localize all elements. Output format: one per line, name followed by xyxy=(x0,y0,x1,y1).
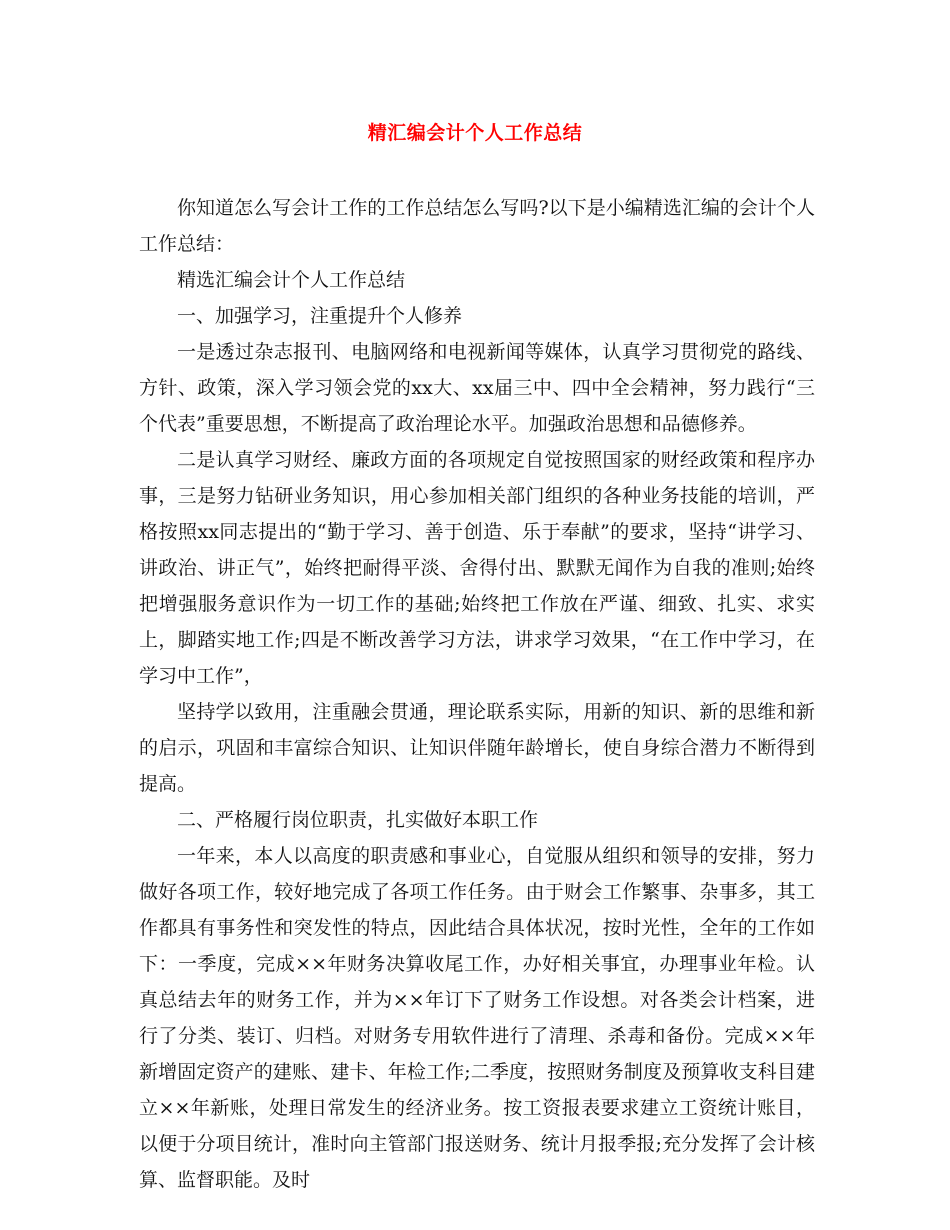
document-body xyxy=(139,190,815,1198)
body-paragraph: 坚持学以致用，注重融会贯通，理论联系实际，用新的知识、新的思维和新的启示，巩固和丰富综合知识、让知识伴随年龄增长，使自身综合潜力不断得到提高。 xyxy=(139,701,815,795)
section-heading-2: 二、严格履行岗位职责，扎实做好本职工作 xyxy=(177,809,539,831)
document-title: 精汇编会计个人工作总结 xyxy=(367,122,583,144)
body-paragraph: 一是透过杂志报刊、电脑网络和电视新闻等媒体，认真学习贯彻党的路线、方针、政策，深入学习领会党的xx大、xx届三中、四中全会精神，努力践行“三个代表”重要思想，不断提高了政治理论水平。加强政治思想和品德修养。 xyxy=(139,341,815,435)
body-paragraph: 一年来，本人以高度的职责感和事业心，自觉服从组织和领导的安排，努力做好各项工作，较好地完成了各项工作任务。由于财会工作繁事、杂事多，其工作都具有事务性和突发性的特点，因此结合具体状况，按时光性，全年的工作如下：一季度，完成××年财务决算收尾工作，办好相关事宜，办理事业年检。认真总结去年的财务工作，并为××年订下了财务工作设想。对各类会计档案，进行了分类、装订、归档。对财务专用软件进行了清理、杀毒和备份。完成××年新增固定资产的建账、建卡、年检工作;二季度，按照财务制度及预算收支科目建立××年新账，处理日常发生的经济业务。按工资报表要求建立工资统计账目，以便于分项目统计，准时向主管部门报送财务、统计月报季报;充分发挥了会计核算、监督职能。及时 xyxy=(139,845,815,1191)
body-paragraph: 二是认真学习财经、廉政方面的各项规定自觉按照国家的财经政策和程序办事，三是努力钻研业务知识，用心参加相关部门组织的各种业务技能的培训，严格按照xx同志提出的“勤于学习、善于创造、乐于奉献”的要求，坚持“讲学习、讲政治、讲正气”，始终把耐得平淡、舍得付出、默默无闻作为自我的准则;始终把增强服务意识作为一切工作的基础;始终把工作放在严谨、细致、扎实、求实上，脚踏实地工作;四是不断改善学习方法，讲求学习效果，“在工作中学习，在学习中工作”， xyxy=(139,449,815,687)
section-heading-1: 一、加强学习，注重提升个人修养 xyxy=(177,305,463,327)
subtitle-paragraph: 精选汇编会计个人工作总结 xyxy=(177,269,406,291)
intro-paragraph: 你知道怎么写会计工作的工作总结怎么写吗?以下是小编精选汇编的会计个人工作总结： xyxy=(139,197,815,255)
